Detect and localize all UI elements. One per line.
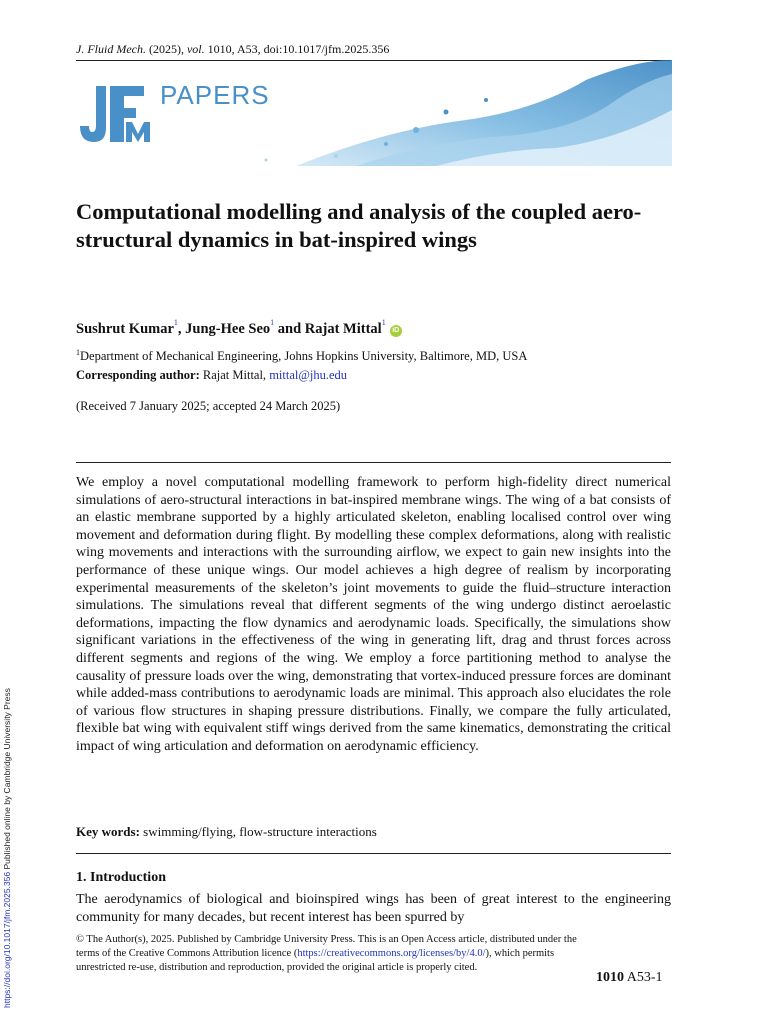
footnote-text-end: ), which permits unrestricted re-use, distribution and reproduction, provided the original article is properly cited.	[76, 948, 555, 973]
abstract-rule-top	[76, 462, 671, 463]
page-volume: 1010	[596, 970, 624, 985]
journal-year: (2025),	[148, 42, 184, 56]
journal-vol-label: vol.	[186, 42, 205, 56]
email-link[interactable]: mittal@jhu.edu	[269, 368, 348, 382]
received-dates: (Received 7 January 2025; accepted 24 March 2025)	[76, 399, 341, 413]
water-splash-image	[236, 60, 672, 166]
keywords	[76, 824, 377, 840]
page-number	[596, 970, 663, 986]
article-title: Computational modelling and analysis of the coupled aero-structural dynamics in bat-inspired wings	[76, 199, 642, 252]
licence-link[interactable]: https://creativecommons.org/licenses/by/4.0/	[297, 948, 486, 959]
journal-doi: 1010, A53, doi:10.1017/jfm.2025.356	[207, 42, 390, 56]
author-separator: ,	[177, 321, 186, 337]
affiliation-text: Department of Mechanical Engineering, Johns Hopkins University, Baltimore, MD, USA	[80, 349, 528, 363]
section-heading: 1. Introduction	[76, 870, 166, 885]
abstract: We employ a novel computational modelling framework to perform high-fidelity direct numerical simulations of aero-structural interactions in bat-inspired membrane wings. The wing of a bat consists of an elastic membrane supported by a highly articulated skeleton, enabling localised control over wing movement and deformation during flight. By modelling these complex deformations, along with realistic wing movements and interactions with the surrounding airflow, we expect to gain new insights into the performance of these unique wings. Our model achieves a high degree of realism by incorporating experimental measurements of the skeleton’s joint movements to guide the fluid–structure interaction simulations. The simulations reveal that different segments of the wing undergo distinct aeroelastic deformations, impacting the flow dynamics and aerodynamic loads. Specifically, the simulations show significant variations in the effectiveness of the wing in generating lift, drag and thrust forces across different segments and regions of the wing. We employ a force partitioning method to analyse the causality of pressure loads over the wing, demonstrating that vortex-induced pressure forces are dominant while added-mass contributions to aerodynamic loads are minimal. This approach also elucidates the role of various flow structures in shaping pressure distributions. Finally, we compare the fully articulated, flexible bat wing with equivalent stiff wings derived from the same kinematics, demonstrating the critical impact of wing articulation and deformation on aerodynamic efficiency.	[76, 475, 671, 754]
author-list	[76, 318, 402, 338]
sidebar-doi	[2, 688, 12, 1008]
affiliation-number: 1	[76, 348, 80, 357]
sidebar-published: Published online by Cambridge University Press	[2, 688, 12, 872]
orcid-icon[interactable]: iD	[390, 325, 402, 337]
corresponding-author	[76, 368, 347, 383]
keywords-text: swimming/flying, flow-structure interactions	[143, 824, 377, 839]
copyright-footnote	[76, 933, 596, 975]
affiliation-marker[interactable]: 1	[381, 318, 386, 327]
abstract-rule-bottom	[76, 853, 671, 854]
corresponding-name: Rajat Mittal,	[202, 368, 270, 382]
author-name: Sushrut Kumar	[76, 321, 174, 337]
keywords-label: Key words:	[76, 824, 140, 839]
journal-citation	[76, 42, 389, 57]
affiliation-marker[interactable]: 1	[173, 318, 178, 327]
author-separator: and	[274, 321, 305, 337]
journal-name: J. Fluid Mech.	[76, 42, 146, 56]
page-id: A53-1	[626, 970, 663, 985]
sidebar-doi-link[interactable]: https://doi.org/10.1017/jfm.2025.356	[2, 871, 12, 1008]
logo-papers-label: PAPERS	[160, 80, 270, 110]
affiliation	[76, 348, 527, 364]
author-name: Rajat Mittal	[304, 321, 382, 337]
jfm-logo	[76, 82, 152, 146]
corresponding-label: Corresponding author:	[76, 368, 200, 382]
footnote-text: © The Author(s), 2025. Published by Cambridge University Press. This is an Open Access article, distributed under the terms of the Creative Commons Attribution licence (	[76, 934, 577, 959]
affiliation-marker[interactable]: 1	[270, 318, 275, 327]
intro-paragraph: The aerodynamics of biological and bioinspired wings has been of great interest to the engineering community for many decades, but recent interest has been spurred by	[76, 892, 671, 925]
author-name: Jung-Hee Seo	[185, 321, 271, 337]
